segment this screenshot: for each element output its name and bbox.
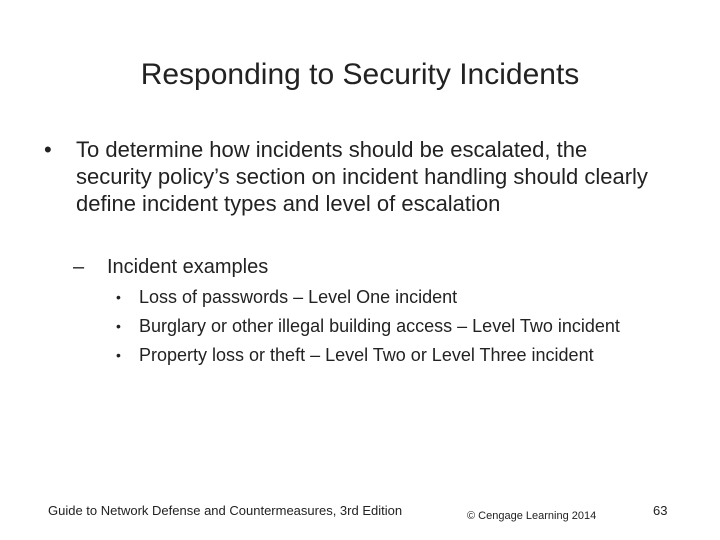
footer-copyright: © Cengage Learning 2014 [467, 510, 597, 522]
list-item-text: Property loss or theft – Level Two or Level Three incident [139, 345, 594, 365]
bullet-level1 [44, 136, 654, 217]
list-item-text: Burglary or other illegal building access – Level Two incident [139, 316, 620, 336]
list-item [116, 285, 676, 309]
bullet-marker: • [116, 347, 121, 363]
footer-book-title: Guide to Network Defense and Countermeasures, 3rd Edition [48, 503, 403, 518]
bullet-marker: • [44, 137, 52, 162]
list-item [116, 343, 676, 367]
list-item-text: Loss of passwords – Level One incident [139, 287, 458, 307]
incident-examples-list [116, 285, 676, 372]
bullet-marker: • [116, 318, 121, 334]
bullet-marker: • [116, 289, 121, 305]
list-item [116, 314, 676, 338]
page-number: 63 [653, 503, 668, 518]
slide-title: Responding to Security Incidents [140, 58, 580, 91]
bullet-text: To determine how incidents should be escalated, the security policy’s section on incident handling should clearly define incident types and level of escalation [76, 137, 648, 216]
dash-marker: – [73, 256, 85, 278]
bullet-level2 [73, 255, 633, 279]
sub-bullet-text: Incident examples [107, 256, 269, 278]
